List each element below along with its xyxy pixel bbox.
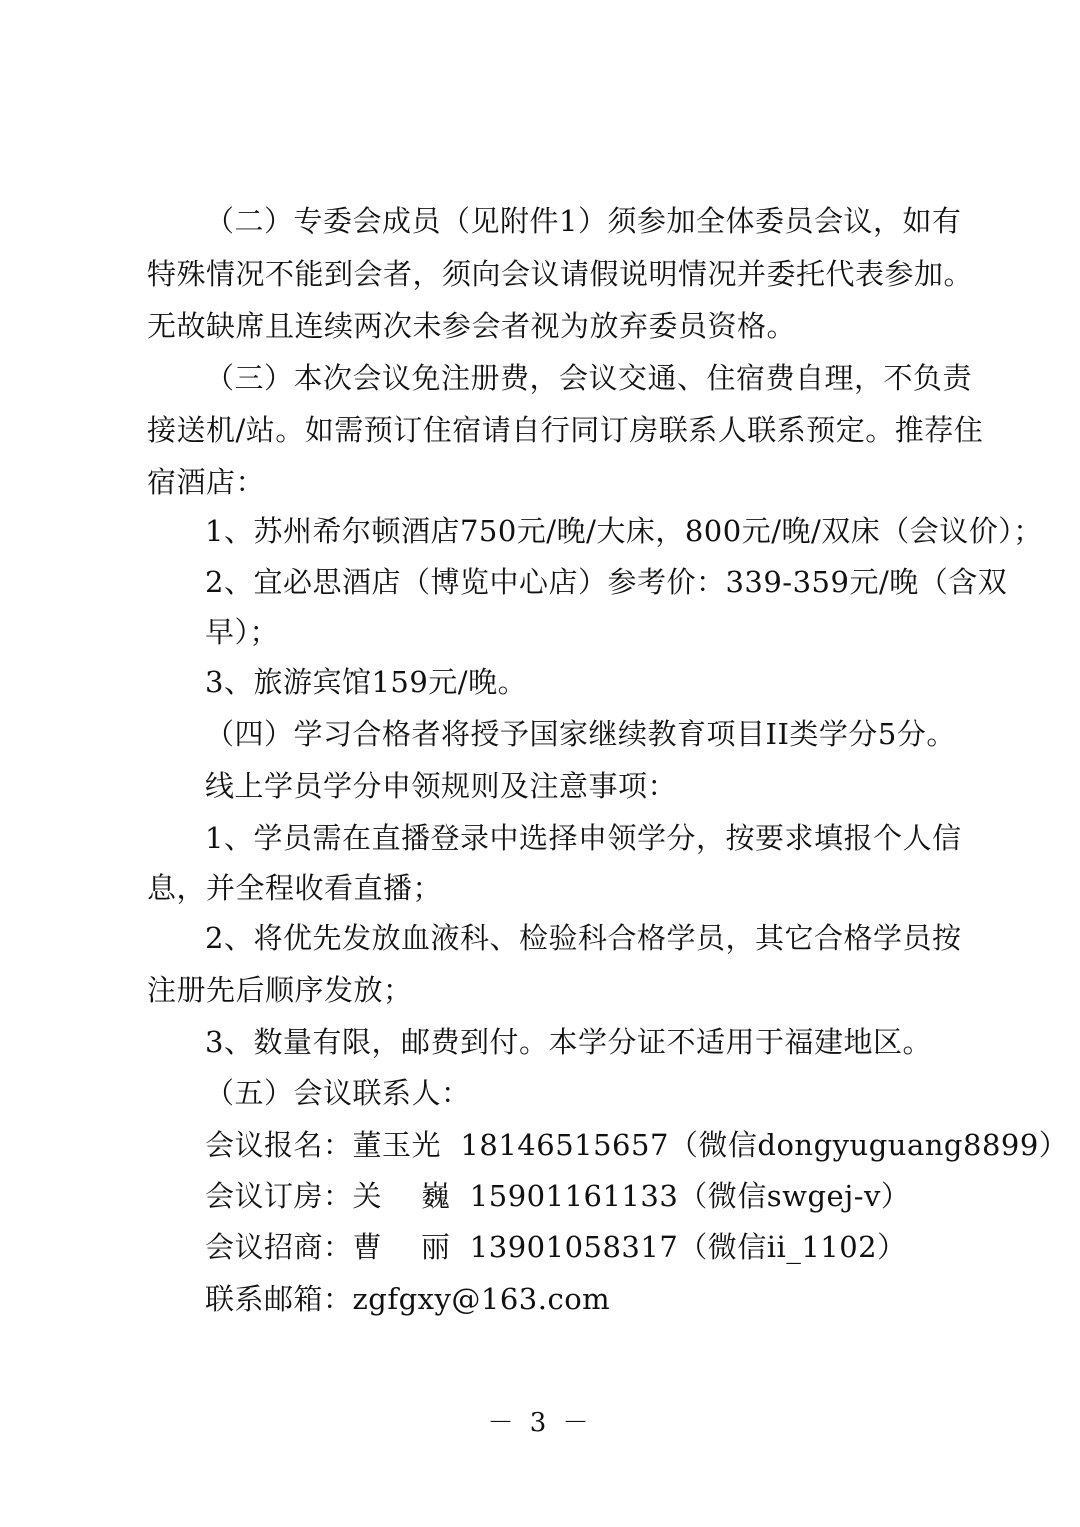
paragraph-2-line-2: 特殊情况不能到会者，须向会议请假说明情况并委托代表参加。 [147,257,974,291]
contact-sponsorship: 会议招商：曹 丽 13901058317（微信ii_1102） [205,1230,907,1264]
paragraph-2-line-3: 无故缺席且连续两次未参会者视为放弃委员资格。 [147,309,797,343]
contact-registration: 会议报名：董玉光 18146515657（微信dongyuguang8899） [205,1128,1069,1162]
credit-rule-2-line-2: 注册先后顺序发放； [147,973,413,1007]
paragraph-3-line-2: 接送机/站。如需预订住宿请自行同订房联系人联系预定。推荐住 [147,413,984,447]
credit-rules-heading: 线上学员学分申领规则及注意事项： [205,769,678,803]
hotel-item-2-line-1: 2、宜必思酒店（博览中心店）参考价：339-359元/晚（含双 [205,565,1008,599]
credit-rule-1-line-1: 1、学员需在直播登录中选择申领学分，按要求填报个人信 [205,821,962,855]
page-number: － 3 － [487,1408,593,1438]
paragraph-2-line-1: （二）专委会成员（见附件1）须参加全体委员会议，如有 [205,204,962,238]
paragraph-4: （四）学习合格者将授予国家继续教育项目II类学分5分。 [205,717,956,751]
hotel-item-2-line-2: 早）； [205,615,280,649]
hotel-item-1: 1、苏州希尔顿酒店750元/晚/大床，800元/晚/双床（会议价）； [205,514,1043,548]
credit-rule-3: 3、数量有限，邮费到付。本学分证不适用于福建地区。 [205,1025,932,1059]
hotel-item-3: 3、旅游宾馆159元/晚。 [205,665,528,699]
paragraph-3-line-3: 宿酒店： [147,465,266,499]
paragraph-3-line-1: （三）本次会议免注册费，会议交通、住宿费自理，不负责 [205,361,973,395]
contact-booking: 会议订房：关 巍 15901161133（微信swgej-v） [205,1179,911,1213]
contact-email: 联系邮箱：zgfgxy@163.com [205,1282,611,1316]
credit-rule-2-line-1: 2、将优先发放血液科、检验科合格学员，其它合格学员按 [205,921,962,955]
contacts-heading: （五）会议联系人： [205,1076,471,1110]
credit-rule-1-line-2: 息，并全程收看直播； [147,871,443,905]
